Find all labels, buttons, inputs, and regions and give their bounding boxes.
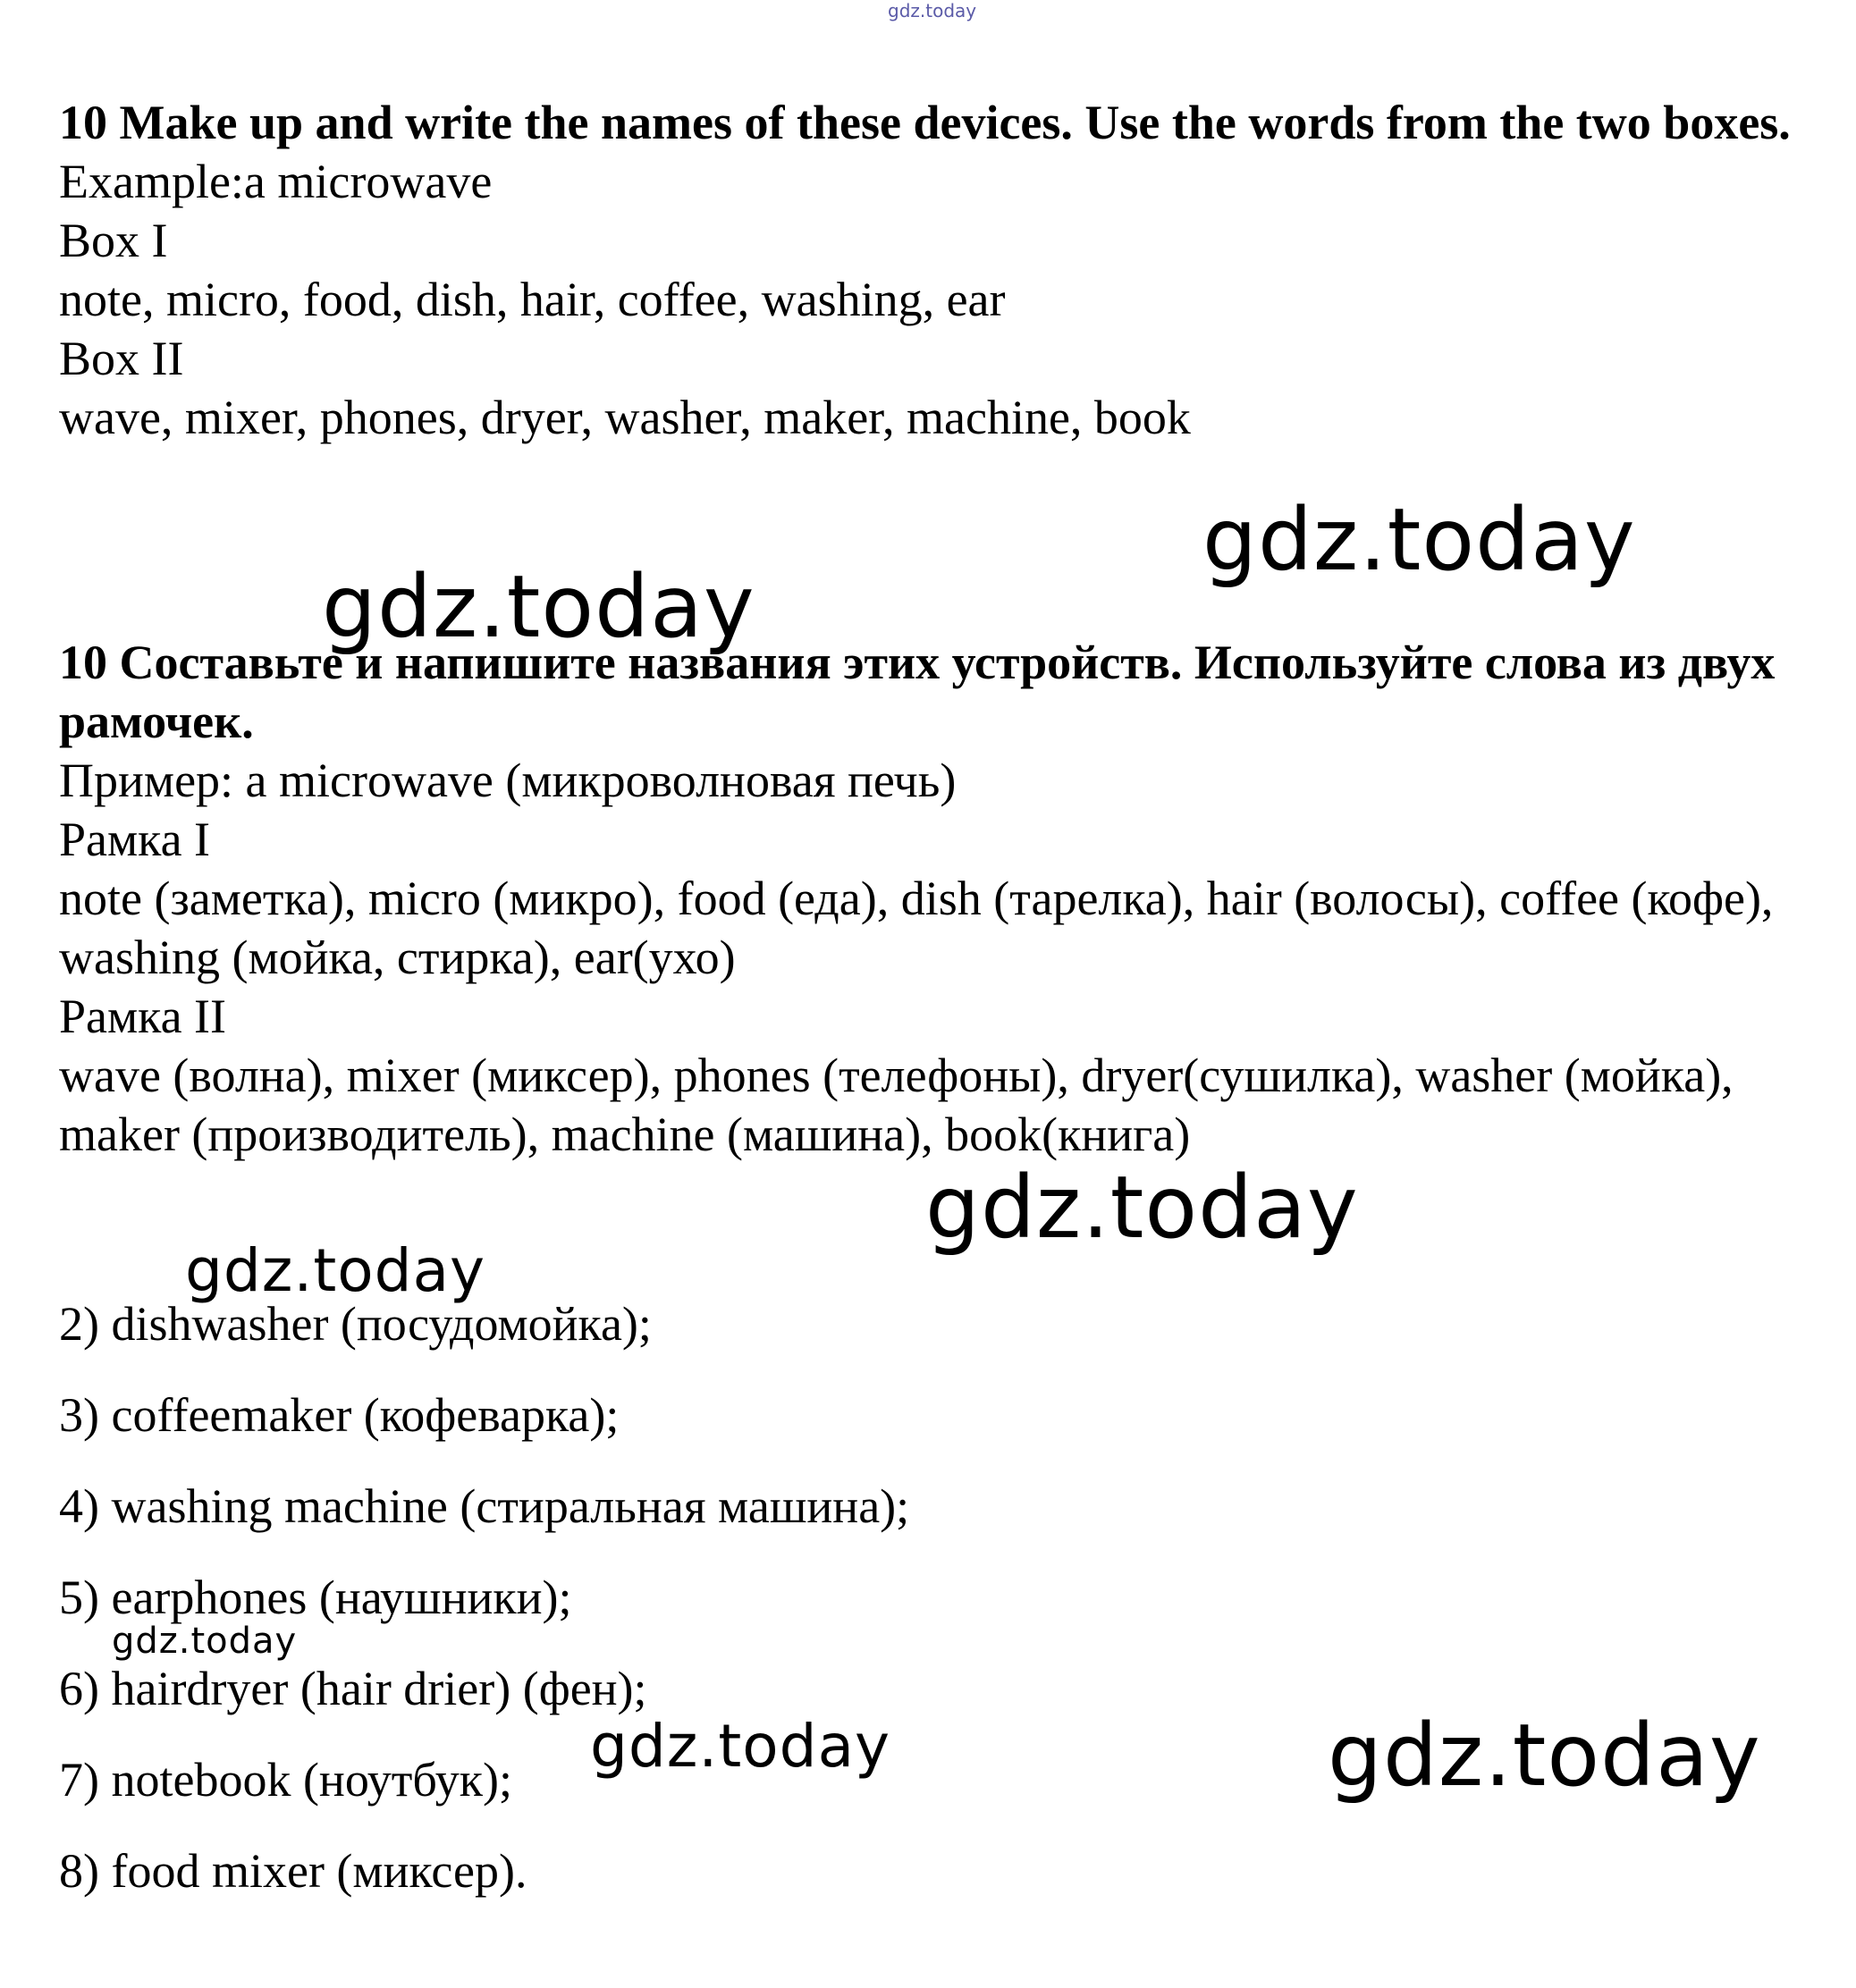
russian-example: Пример: a microwave (микроволновая печь) xyxy=(59,754,957,807)
russian-box2-words: wave (волна), mixer (миксер), phones (телефоны), dryer(сушилка), washer (мойка), maker (производитель), machine (машина), book(книга) xyxy=(59,1049,1734,1161)
answer-item: 7) notebook (ноутбук); xyxy=(59,1753,513,1807)
watermark: gdz.today xyxy=(322,557,755,657)
answer-item: 3) coffeemaker (кофеварка); xyxy=(59,1388,620,1442)
watermark-top: gdz.today xyxy=(888,0,977,21)
russian-box2-label: Рамка II xyxy=(59,990,227,1043)
watermark: gdz.today xyxy=(1202,490,1636,590)
watermark: gdz.today xyxy=(925,1158,1359,1258)
english-box1-label: Box I xyxy=(59,214,168,267)
english-section xyxy=(59,93,1802,447)
english-heading: 10 Make up and write the names of these devices. Use the words from the two boxes. xyxy=(59,96,1791,149)
answer-item: 5) earphones (наушники); xyxy=(59,1571,572,1624)
watermark: gdz.today xyxy=(185,1236,486,1305)
answer-item: 4) washing machine (стиральная машина); xyxy=(59,1479,910,1533)
answer-item: 8) food mixer (миксер). xyxy=(59,1844,527,1898)
english-box2-label: Box II xyxy=(59,332,184,385)
english-box2-words: wave, mixer, phones, dryer, washer, maker, machine, book xyxy=(59,391,1191,444)
russian-heading: 10 Составьте и напишите названия этих устройств. Используйте слова из двух рамочек. xyxy=(59,636,1776,748)
russian-box1-label: Рамка I xyxy=(59,813,211,866)
russian-box1-words: note (заметка), micro (микро), food (еда), dish (тарелка), hair (волосы), coffee (кофе), washing (мойка, стирка), ear(ухо) xyxy=(59,872,1774,984)
watermark: gdz.today xyxy=(1328,1706,1761,1806)
answer-item: 2) dishwasher (посудомойка); xyxy=(59,1297,652,1351)
russian-section xyxy=(59,633,1802,1164)
english-box1-words: note, micro, food, dish, hair, coffee, washing, ear xyxy=(59,273,1006,326)
english-example: Example:a microwave xyxy=(59,155,493,208)
watermark: gdz.today xyxy=(590,1712,891,1781)
answer-item: 6) hairdryer (hair drier) (фен); xyxy=(59,1662,647,1715)
watermark: gdz.today xyxy=(112,1621,298,1662)
